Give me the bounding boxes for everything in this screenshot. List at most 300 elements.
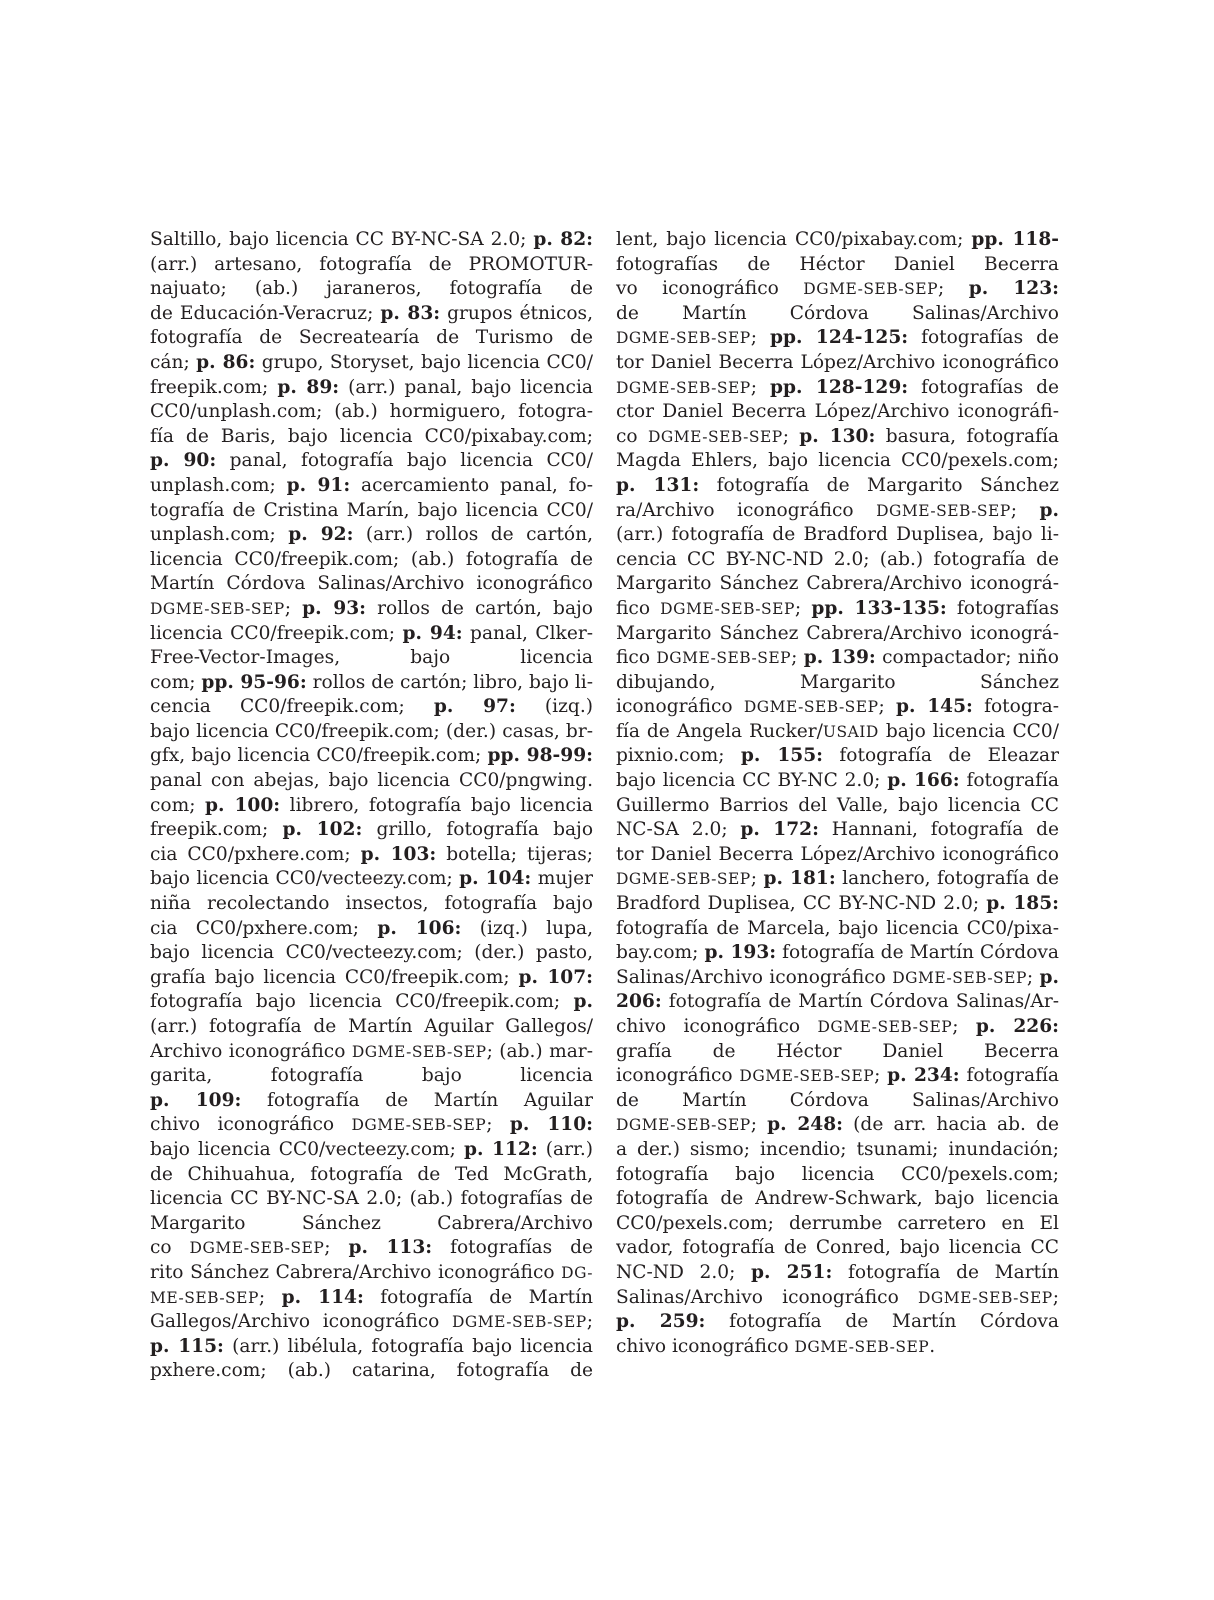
credit-line <box>616 1089 1059 1114</box>
credit-text: fotografía de Marcela, bajo licencia CC0/pixa- <box>616 917 1059 939</box>
credit-text: a der.) sismo; incendio; tsunami; inundación; <box>616 1138 1059 1160</box>
archive-acronym: DGME-SEB-SEP <box>892 968 1027 987</box>
credit-text: (arr.) libélula, fotografía bajo licencia <box>232 1335 593 1357</box>
archive-acronym: DGME-SEB-SEP <box>150 599 285 618</box>
credit-line <box>616 1261 1059 1286</box>
credit-line <box>150 843 593 868</box>
page-reference: pp. 98-99: <box>487 745 593 767</box>
page-reference: pp. 118- <box>971 229 1059 250</box>
credit-line <box>616 843 1059 868</box>
credit-text: Hannani, fotografía de <box>831 819 1059 841</box>
credit-text: bajo licencia CC0/ <box>878 720 1059 742</box>
archive-acronym: DGME-SEB-SEP <box>647 427 783 446</box>
credit-text: fotografías de <box>450 1237 593 1259</box>
credit-text: Free-Vector-Images, bajo licencia <box>150 647 593 669</box>
credit-text: cán; <box>150 351 197 373</box>
credit-line <box>150 646 593 671</box>
credit-text: bay.com; <box>616 942 705 964</box>
credit-line <box>616 1138 1059 1163</box>
credit-text: garita, fotografía bajo licencia <box>150 1065 593 1087</box>
credit-line <box>616 548 1059 573</box>
credit-text: licencia CC BY-NC-SA 2.0; (ab.) fotografías de <box>150 1188 593 1210</box>
archive-acronym: DGME-SEB-SEP <box>660 599 795 618</box>
credit-text: Saltillo, bajo licencia CC BY-NC-SA 2.0; <box>150 229 534 250</box>
credit-line <box>150 1187 593 1212</box>
credit-text: najuato; (ab.) jaraneros, fotografía de <box>150 278 593 300</box>
credit-line <box>150 1359 593 1384</box>
credit-text: fotografías de Héctor Daniel Becerra <box>616 253 1059 275</box>
credit-text: (arr.) fotografía de Bradford Duplisea, bajo li- <box>616 524 1059 546</box>
credit-text: de Martín Córdova Salinas/Archivo <box>616 302 1059 324</box>
credit-text: (izq.) lupa, <box>479 917 593 939</box>
credit-text: tor Daniel Becerra López/Archivo iconográfico <box>616 351 1059 373</box>
page-reference: p. 100: <box>204 794 281 816</box>
credit-line <box>616 1286 1059 1311</box>
page-reference: p. 112: <box>463 1138 538 1160</box>
credit-text: ; (ab.) mar- <box>486 1040 593 1062</box>
credit-line <box>616 941 1059 966</box>
credit-text: panal, Clker- <box>462 622 593 644</box>
credit-line <box>150 990 593 1015</box>
archive-acronym: USAID <box>822 722 879 741</box>
credit-text: grafía bajo licencia CC0/freepik.com; <box>150 966 519 988</box>
credit-text: fotografía de Andrew-Schwark, bajo licencia <box>616 1188 1059 1210</box>
credit-line <box>616 572 1059 597</box>
credit-text: panal, fotografía bajo licencia CC0/ <box>216 450 593 472</box>
credit-text: com; <box>150 671 202 693</box>
credit-text: fotogra- <box>972 696 1059 718</box>
credit-line <box>150 941 593 966</box>
credit-text: cia CC0/pxhere.com; <box>150 843 361 865</box>
credit-line <box>150 695 593 720</box>
credit-text: (izq.) <box>544 696 593 718</box>
credit-line <box>616 990 1059 1015</box>
credit-text: ; <box>284 597 303 619</box>
credit-line <box>616 449 1059 474</box>
credit-text: fotografía <box>966 770 1059 792</box>
credit-line <box>616 597 1059 622</box>
credit-line <box>150 474 593 499</box>
credit-text: licencia CC0/freepik.com; (ab.) fotografía de <box>150 548 593 570</box>
credit-text: fotografía de Martín Aguilar <box>267 1089 593 1111</box>
credit-line <box>616 1335 1059 1360</box>
page-reference: p. 82: <box>533 229 593 250</box>
credit-text: CC0/pexels.com; derrumbe carretero en El <box>616 1212 1059 1234</box>
credit-line <box>150 794 593 819</box>
credit-text: bajo licencia CC0/vecteezy.com; <box>150 868 460 890</box>
credit-text: fotografía bajo licencia CC0/freepik.com; <box>150 991 574 1013</box>
credit-text: fotografía de Eleazar <box>839 745 1059 767</box>
credit-line <box>150 744 593 769</box>
page-reference: p. 226: <box>975 1016 1059 1037</box>
credit-text: rollos de cartón, bajo <box>366 597 593 619</box>
credit-text: (arr.) artesano, fotografía de PROMOTUR- <box>150 253 593 275</box>
credit-line <box>150 326 593 351</box>
page-reference: p. <box>1039 966 1059 988</box>
credit-line <box>150 425 593 450</box>
page-reference: p. 113: <box>348 1237 433 1259</box>
credit-line <box>150 1040 593 1065</box>
page-reference: p. 155: <box>740 745 824 767</box>
credit-text: tografía de Cristina Marín, bajo licencia CC0/ <box>150 499 593 521</box>
credit-text: bajo licencia CC0/vecteezy.com; (der.) pasto, <box>150 942 593 964</box>
credit-line <box>150 966 593 991</box>
page-reference: p. 83: <box>380 302 441 324</box>
page-reference: p. 123: <box>968 278 1059 300</box>
credit-text: rito Sánchez Cabrera/Archivo iconográfico <box>150 1261 562 1283</box>
credit-text: panal con abejas, bajo licencia CC0/pngwing. <box>150 770 593 792</box>
credit-text: grillo, fotografía bajo <box>376 819 593 841</box>
credit-line <box>150 548 593 573</box>
credit-text: NC-SA 2.0; <box>616 819 741 841</box>
credit-text: fotografía de Martín Córdova Salinas/Ar- <box>661 991 1059 1013</box>
credit-line <box>616 425 1059 450</box>
page-reference: p. 93: <box>302 597 367 619</box>
credit-line <box>150 818 593 843</box>
archive-acronym: DGME-SEB-SEP <box>918 1288 1053 1307</box>
credit-line <box>616 1113 1059 1138</box>
credit-text: ; <box>750 327 770 349</box>
credit-line <box>616 1212 1059 1237</box>
credit-line <box>150 351 593 376</box>
credit-text: freepik.com; <box>150 819 283 841</box>
credit-text: de Chihuahua, fotografía de Ted McGrath, <box>150 1163 593 1185</box>
archive-acronym: DGME-SEB-SEP <box>351 1042 487 1061</box>
credit-text: bajo licencia CC BY-NC 2.0; <box>616 770 888 792</box>
credit-text: fico <box>616 647 657 669</box>
credit-line <box>150 572 593 597</box>
credit-line <box>150 867 593 892</box>
credit-text: fotografías <box>956 597 1059 619</box>
credit-line <box>616 1310 1059 1335</box>
credit-line <box>150 1138 593 1163</box>
credit-text: Salinas/Archivo iconográfico <box>616 966 893 988</box>
archive-acronym: DGME-SEB-SEP <box>656 649 792 668</box>
credit-text: fotografías de <box>921 376 1059 398</box>
credit-line <box>150 1113 593 1138</box>
credit-line <box>616 917 1059 942</box>
credit-line <box>616 892 1059 917</box>
page-reference: p. 145: <box>896 696 973 718</box>
credit-text: acercamiento panal, fo- <box>350 474 593 496</box>
page-reference: p. 103: <box>360 843 437 865</box>
archive-acronym: DGME-SEB-SEP <box>876 501 1011 520</box>
page-reference: pp. 128-129: <box>769 376 909 398</box>
credits-column-right <box>616 228 1059 1384</box>
credit-text: fico <box>616 597 661 619</box>
page-reference: p. 139: <box>803 647 876 669</box>
credit-text: com; <box>150 794 205 816</box>
credit-line <box>150 597 593 622</box>
credit-line <box>616 1064 1059 1089</box>
page-reference: p. 114: <box>281 1286 364 1308</box>
credit-text: grupos étnicos, <box>440 302 593 324</box>
credit-text: fía de Baris, bajo licencia CC0/pixabay.com; <box>150 425 593 447</box>
credit-line <box>616 695 1059 720</box>
credit-line <box>150 228 593 253</box>
credit-line <box>150 1212 593 1237</box>
credit-line <box>616 720 1059 745</box>
credits-column-left <box>150 228 593 1384</box>
archive-acronym: DGME-SEB-SEP <box>794 1337 930 1356</box>
credit-text: Margarito Sánchez Cabrera/Archivo iconográ- <box>616 622 1059 644</box>
credit-text: tor Daniel Becerra López/Archivo iconográfico <box>616 843 1059 865</box>
credit-text: freepik.com; <box>150 376 278 398</box>
page-reference: p. 259: <box>616 1311 706 1333</box>
credit-text: chivo iconográfico <box>616 1016 818 1037</box>
credit-text: fotografía de Margarito Sánchez <box>716 474 1059 496</box>
credit-text: Gallegos/Archivo iconográfico <box>150 1311 452 1333</box>
credit-line <box>150 622 593 647</box>
page-reference: p. 91: <box>286 474 351 496</box>
credit-text: (arr.) <box>545 1138 593 1160</box>
credit-text: fotografía de Martín <box>847 1261 1059 1283</box>
credit-line <box>150 1015 593 1040</box>
credit-text: fía de Angela Rucker/ <box>616 720 823 742</box>
page-reference: p. 115: <box>150 1335 224 1357</box>
credit-line <box>150 1064 593 1089</box>
credit-line <box>150 1163 593 1188</box>
credit-text: Salinas/Archivo iconográfico <box>616 1286 918 1308</box>
page-reference: p. 166: <box>887 770 960 792</box>
credit-text: (arr.) fotografía de Martín Aguilar Gallegos/ <box>150 1016 593 1037</box>
credit-text: pixnio.com; <box>616 745 741 767</box>
credit-line <box>616 326 1059 351</box>
credit-line <box>150 769 593 794</box>
page-reference: p. 251: <box>751 1261 833 1283</box>
credit-text: ; <box>258 1286 282 1308</box>
page-reference: p. 185: <box>986 893 1059 915</box>
credit-line <box>150 277 593 302</box>
credit-text: fotografía bajo licencia CC0/pexels.com; <box>616 1163 1059 1185</box>
page-reference: pp. 95-96: <box>201 671 307 693</box>
page-reference: p. 181: <box>763 868 836 890</box>
credit-text: ctor Daniel Becerra López/Archivo iconográfi- <box>616 401 1059 423</box>
credit-line <box>616 966 1059 991</box>
credit-text: de Educación-Veracruz; <box>150 302 381 324</box>
archive-acronym: DGME-SEB-SEP <box>803 280 939 299</box>
credit-text: grafía de Héctor Daniel Becerra <box>616 1040 1059 1062</box>
credit-text: de Martín Córdova Salinas/Archivo <box>616 1089 1059 1111</box>
credit-text: ; <box>782 425 800 447</box>
credit-line <box>616 351 1059 376</box>
archive-acronym: DGME-SEB-SEP <box>739 1067 875 1086</box>
credit-text: niña recolectando insectos, fotografía bajo <box>150 893 593 915</box>
credit-line <box>150 302 593 327</box>
credit-line <box>616 622 1059 647</box>
credit-text: ; <box>1010 499 1040 521</box>
page-reference: p. 110: <box>509 1114 593 1136</box>
credit-line <box>150 253 593 278</box>
credit-text: bajo licencia CC0/freepik.com; (der.) casas, br- <box>150 720 593 742</box>
credit-text: fotografía de Martín Córdova <box>776 942 1059 964</box>
credit-line <box>616 818 1059 843</box>
credit-text: vador, fotografía de Conred, bajo licencia CC <box>616 1237 1059 1259</box>
archive-acronym: DGME-SEB-SEP <box>817 1018 953 1036</box>
page-reference: p. 109: <box>150 1089 242 1111</box>
credit-line <box>616 302 1059 327</box>
archive-acronym: DGME-SEB-SEP <box>616 1116 751 1135</box>
page-reference: p. 90: <box>150 450 217 472</box>
credit-text: librero, fotografía bajo licencia <box>289 794 593 816</box>
credit-line <box>616 1040 1059 1065</box>
archive-acronym: DGME-SEB-SEP <box>616 870 751 889</box>
credit-text: fotografía de Martín Córdova <box>729 1311 1059 1333</box>
credit-text: ; <box>750 1114 768 1136</box>
credit-text: ; <box>938 278 969 300</box>
page-reference: 206: <box>616 991 662 1013</box>
credit-line <box>150 1261 593 1286</box>
credit-text: fotografía de Secreatearía de Turismo de <box>150 327 593 349</box>
credit-text: cia CC0/pxhere.com; <box>150 917 378 939</box>
credit-line <box>616 400 1059 425</box>
credit-text: ; <box>874 1065 888 1087</box>
page-reference: p. 92: <box>288 524 354 546</box>
credit-text: . <box>929 1335 936 1357</box>
credit-line <box>150 1286 593 1311</box>
archive-acronym: ME-SEB-SEP <box>150 1288 259 1307</box>
credit-line <box>150 449 593 474</box>
credit-line <box>150 1236 593 1261</box>
archive-acronym: DGME-SEB-SEP <box>616 329 751 348</box>
credit-text: Archivo iconográfico <box>150 1040 352 1062</box>
credit-text: iconográfico <box>616 696 744 718</box>
archive-acronym: DG- <box>561 1263 593 1282</box>
credit-text: Bradford Duplisea, CC BY-NC-ND 2.0; <box>616 893 987 915</box>
page-reference: p. 86: <box>196 351 256 373</box>
page-reference: p. 89: <box>277 376 340 398</box>
credit-text: ; <box>1026 966 1040 988</box>
credit-line <box>616 253 1059 278</box>
page-reference: pp. 133-135: <box>811 597 947 619</box>
credit-line <box>150 523 593 548</box>
credit-text: (arr.) rollos de cartón, <box>365 524 593 546</box>
page-reference: p. 248: <box>767 1114 844 1136</box>
credits-page <box>150 228 1059 1384</box>
credit-line <box>616 646 1059 671</box>
credit-line <box>616 671 1059 696</box>
credit-line <box>616 474 1059 499</box>
credit-text: unplash.com; <box>150 474 287 496</box>
credit-line <box>616 1236 1059 1261</box>
credit-line <box>616 1163 1059 1188</box>
page-reference: p. 97: <box>433 696 516 718</box>
archive-acronym: DGME-SEB-SEP <box>743 698 879 717</box>
credit-line <box>150 376 593 401</box>
credit-text: dibujando, Margarito Sánchez <box>616 671 1059 693</box>
credit-line <box>616 376 1059 401</box>
credit-text: mujer <box>537 868 593 890</box>
credit-line <box>616 769 1059 794</box>
archive-acronym: DGME-SEB-SEP <box>616 378 751 397</box>
credit-text: ; <box>794 597 812 619</box>
archive-acronym: DGME-SEB-SEP <box>351 1116 487 1135</box>
credit-text: Magda Ehlers, bajo licencia CC0/pexels.com; <box>616 450 1059 472</box>
credit-text: lent, bajo licencia CC0/pixabay.com; <box>616 229 972 250</box>
credit-text: chivo iconográfico <box>150 1114 352 1136</box>
credit-line <box>616 277 1059 302</box>
credit-line <box>150 499 593 524</box>
credit-text: (arr.) panal, bajo licencia <box>339 376 593 398</box>
page-reference: p. 107: <box>518 966 593 988</box>
credit-line <box>616 1015 1059 1040</box>
credit-text: Guillermo Barrios del Valle, bajo licencia CC <box>616 794 1059 816</box>
credit-text: vo iconográfico <box>616 278 804 300</box>
credit-text: basura, fotografía <box>885 425 1059 447</box>
page-reference: p. 193: <box>704 942 777 964</box>
credit-text: ; <box>324 1237 349 1259</box>
credit-line <box>150 1310 593 1335</box>
page-reference: p. 106: <box>377 917 462 939</box>
credit-line <box>616 794 1059 819</box>
credit-text: lanchero, fotografía de <box>835 868 1059 890</box>
credit-line <box>616 228 1059 253</box>
credit-text: iconográfico <box>616 1065 740 1087</box>
credit-text: ; <box>750 868 764 890</box>
credit-text: co <box>150 1237 190 1259</box>
page-reference: p. 130: <box>799 425 876 447</box>
credit-text: ; <box>586 1311 593 1333</box>
page-reference: p. <box>1039 499 1059 521</box>
archive-acronym: DGME-SEB-SEP <box>452 1313 587 1332</box>
credit-line <box>150 892 593 917</box>
page-reference: p. 104: <box>459 868 532 890</box>
credit-text: gfx, bajo licencia CC0/freepik.com; <box>150 745 488 767</box>
credit-line <box>150 671 593 696</box>
credit-text: (de arr. hacia ab. de <box>853 1114 1059 1136</box>
credit-text: licencia CC0/freepik.com; <box>150 622 403 644</box>
credit-text: compactador; niño <box>875 647 1059 669</box>
credit-text: botella; tijeras; <box>446 843 593 865</box>
credit-text: ; <box>952 1016 976 1037</box>
credit-line <box>616 744 1059 769</box>
credit-text: ; <box>750 376 770 398</box>
credit-text: chivo iconográfico <box>616 1335 795 1357</box>
credit-line <box>616 867 1059 892</box>
credit-text: unplash.com; <box>150 524 289 546</box>
credit-line <box>150 720 593 745</box>
credit-line <box>150 400 593 425</box>
credit-line <box>150 917 593 942</box>
credit-text: ; <box>878 696 896 718</box>
credit-text: grupo, Storyset, bajo licencia CC0/ <box>255 351 593 373</box>
credit-text: cencia CC0/freepik.com; <box>150 696 434 718</box>
credit-text: ; <box>1052 1286 1059 1308</box>
credit-line <box>616 523 1059 548</box>
credit-text: pxhere.com; (ab.) catarina, fotografía de <box>150 1360 593 1382</box>
credit-line <box>150 1335 593 1360</box>
credit-text: Margarito Sánchez Cabrera/Archivo iconográ- <box>616 573 1059 595</box>
archive-acronym: DGME-SEB-SEP <box>189 1239 325 1258</box>
page-reference: p. 94: <box>402 622 463 644</box>
credit-line <box>616 1187 1059 1212</box>
credit-text: rollos de cartón; libro, bajo li- <box>306 671 593 693</box>
credit-text: ; <box>486 1114 510 1136</box>
credit-text: Martín Córdova Salinas/Archivo iconográfico <box>150 573 593 595</box>
credit-text: cencia CC BY-NC-ND 2.0; (ab.) fotografía de <box>616 548 1059 570</box>
credit-text: NC-ND 2.0; <box>616 1261 752 1283</box>
page-reference: p. 131: <box>616 474 700 496</box>
credit-text: fotografía de Martín <box>380 1286 593 1308</box>
credit-text: CC0/unplash.com; (ab.) hormiguero, fotogra- <box>150 401 593 423</box>
credit-text: Margarito Sánchez Cabrera/Archivo <box>150 1212 593 1234</box>
credit-text: fotografías de <box>921 327 1059 349</box>
page-reference: p. 172: <box>740 819 819 841</box>
page-reference: p. 234: <box>887 1065 960 1087</box>
page-reference: p. <box>573 991 593 1013</box>
page-reference: pp. 124-125: <box>769 327 909 349</box>
credit-text: fotografía <box>959 1065 1059 1087</box>
